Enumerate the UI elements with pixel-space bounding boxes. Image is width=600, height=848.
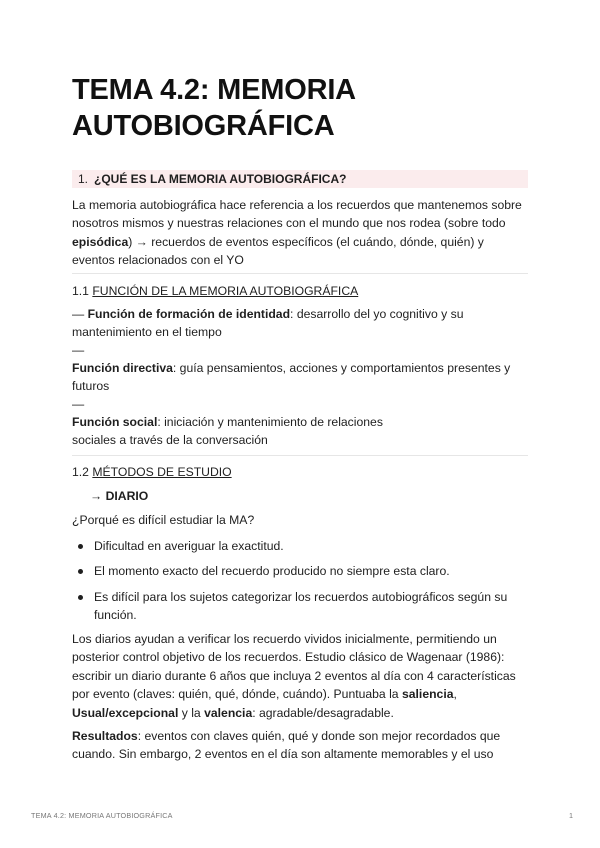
diarios-paragraph <box>72 630 528 722</box>
diarios-bold: Usual/excepcional <box>72 705 179 720</box>
intro-text-2: ) → recuerdos de eventos específicos (el cuándo, dónde, quién) y eventos relacionados con el YO <box>72 234 484 268</box>
intro-paragraph <box>72 196 528 270</box>
list-item: El momento exacto del recuerdo producido no siempre esta claro. <box>72 562 528 580</box>
intro-text-1: La memoria autobiográfica hace referencia a los recuerdos que mantenemos sobre nosotros mismos y nuestras relaciones con el mundo que nos rodea (sobre todo <box>72 198 522 231</box>
function-prefix: — <box>72 307 88 321</box>
function-text: : guía pensamientos, acciones y comportamientos presentes y futuros <box>72 361 511 394</box>
diarios-bold: valencia <box>204 705 253 720</box>
function-name: Función de formación de identidad <box>87 307 291 321</box>
function-name: Función social <box>72 415 158 429</box>
divider <box>72 455 528 456</box>
diarios-text: y la <box>178 705 205 720</box>
diario-heading: → DIARIO <box>90 489 149 503</box>
function-text: : iniciación y mantenimiento de relaciones sociales a través de la conversación <box>72 415 383 448</box>
bullet-list <box>72 537 528 625</box>
subsection-number: 1.2 <box>72 465 93 479</box>
subsection-heading-1-2 <box>72 463 232 481</box>
section-heading-1 <box>72 170 528 188</box>
function-prefix: — <box>72 343 85 357</box>
function-directiva <box>72 359 528 396</box>
diarios-text: : agradable/desagradable. <box>252 705 394 720</box>
function-name: Función directiva <box>72 361 173 375</box>
function-text: : desarrollo del yo cognitivo y su mantenimiento en el tiempo <box>72 307 464 340</box>
footer-title: TEMA 4.2: MEMORIA AUTOBIOGRÁFICA <box>31 811 173 820</box>
function-social <box>72 413 412 450</box>
subsection-number: 1.1 <box>72 284 93 298</box>
resultados-text: : eventos con claves quién, qué y donde son mejor recordados que cuando. Sin embargo, 2 eventos en el día son altamente memorables y el uso <box>72 729 501 762</box>
function-dash <box>72 341 528 359</box>
function-prefix: — <box>72 397 85 411</box>
subsection-heading-1-1 <box>72 282 358 300</box>
function-identity <box>72 305 528 342</box>
list-item: Dificultad en averiguar la exactitud. <box>72 537 528 555</box>
section-title: ¿QUÉ ES LA MEMORIA AUTOBIOGRÁFICA? <box>94 172 347 186</box>
question-text: ¿Porqué es difícil estudiar la MA? <box>72 513 255 527</box>
diarios-bold: saliencia <box>401 687 454 702</box>
page-number: 1 <box>569 811 573 820</box>
resultados-paragraph <box>72 727 528 764</box>
diarios-text: Los diarios ayudan a verificar los recuerdo vividos inicialmente, permitiendo un posterior control objetivo de los recuerdos. Estudio clásico de Wagenaar (1986): escribir un diario durante 6 años que incluya 2 eventos al día con 4 características por evento (claves: quién, qué, dónde, cuándo). Puntuaba la <box>72 632 516 702</box>
resultados-bold: Resultados <box>72 729 138 743</box>
divider <box>72 273 528 274</box>
subsection-title: MÉTODOS DE ESTUDIO <box>92 465 232 479</box>
intro-bold: episódica <box>72 234 129 249</box>
page-title: TEMA 4.2: MEMORIA AUTOBIOGRÁFICA <box>72 74 355 142</box>
subsection-title: FUNCIÓN DE LA MEMORIA AUTOBIOGRÁFICA <box>92 284 359 298</box>
list-item: Es difícil para los sujetos categorizar los recuerdos autobiográficos según su función. <box>72 588 528 625</box>
section-number: 1. <box>78 172 89 186</box>
function-dash <box>72 395 528 413</box>
diarios-text: , <box>453 687 457 702</box>
